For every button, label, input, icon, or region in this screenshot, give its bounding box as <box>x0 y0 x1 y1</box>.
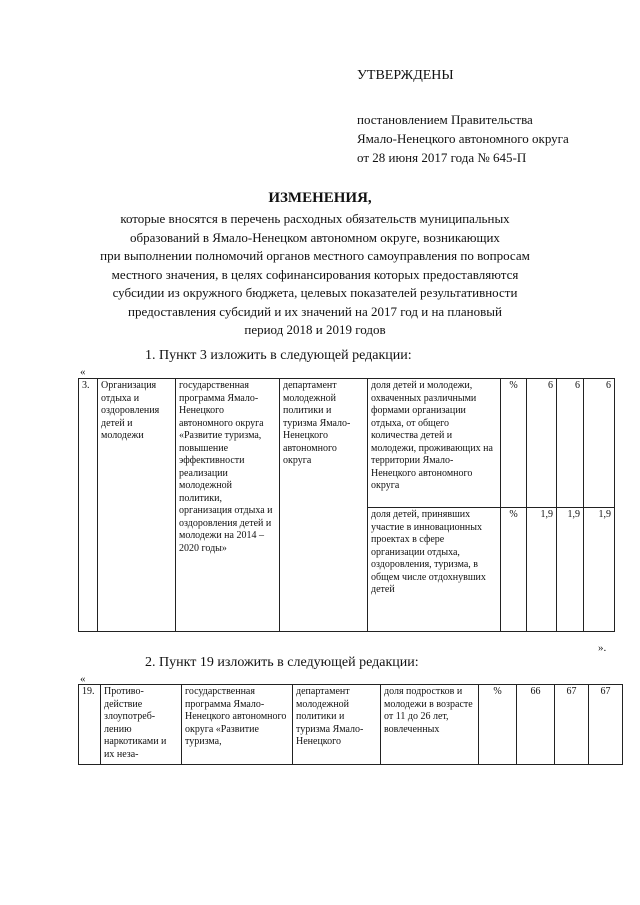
decree-line: от 28 июня 2017 года № 645-П <box>357 150 527 165</box>
value-2019: 1,9 <box>584 508 615 632</box>
indicator-unit: % <box>479 685 517 765</box>
point2-table <box>78 684 623 765</box>
program-name: государственная программа Ямало-Ненецкого автономного округа «Развитие туризма, повышение эффективности реализации молодежной политики, организация отдыха и оздоровления детей и молодежи на 2014 – 2020 годы» <box>176 379 280 632</box>
subtitle-line: образований в Ямало-Ненецком автономном округе, возникающих <box>130 229 500 245</box>
subtitle-line: предоставления субсидий и их значений на 2017 год и на плановый <box>128 303 502 319</box>
point1-heading: 1. Пункт 3 изложить в следующей редакции: <box>145 348 412 363</box>
indicator-text: доля детей, принявших участие в инновационных проектах в сфере организации отдыха, оздоровления, туризма, в общем числе отдохнувших детей <box>368 508 501 632</box>
document-title: ИЗМЕНЕНИЯ, <box>268 190 372 206</box>
subtitle-line: местного значения, в целях софинансирования которых предоставляются <box>111 266 519 282</box>
value-2019: 6 <box>584 379 615 508</box>
indicator-unit: % <box>501 508 527 632</box>
point2-heading: 2. Пункт 19 изложить в следующей редакции: <box>145 655 419 670</box>
point1-table <box>78 378 615 632</box>
approval-stamp: УТВЕРЖДЕНЫ <box>357 68 454 83</box>
value-2017: 6 <box>527 379 557 508</box>
open-quote: « <box>80 366 86 378</box>
value-2018: 67 <box>555 685 589 765</box>
value-2018: 1,9 <box>557 508 584 632</box>
subtitle-line: субсидии из окружного бюджета, целевых показателей результативности <box>112 285 518 300</box>
decree-line: постановлением Правительства <box>357 112 533 127</box>
document-subtitle <box>80 210 550 340</box>
open-quote: « <box>80 673 86 685</box>
decree-line: Ямало-Ненецкого автономного округа <box>357 131 569 146</box>
program-name: государственная программа Ямало-Ненецкого автономного округа «Развитие туризма, <box>182 685 293 765</box>
subtitle-line: которые вносятся в перечень расходных обязательств муниципальных <box>120 211 510 226</box>
indicator-unit: % <box>501 379 527 508</box>
indicator-text: доля подростков и молодежи в возрасте от 11 до 26 лет, вовлеченных <box>381 685 479 765</box>
row-number: 19. <box>79 685 101 765</box>
row-number: 3. <box>79 379 98 632</box>
decree-reference <box>357 110 569 167</box>
department-name: департамент молодежной политики и туризма Ямало-Ненецкого <box>293 685 381 765</box>
subtitle-line: при выполнении полномочий органов местного самоуправления по вопросам <box>100 248 530 263</box>
value-2019: 67 <box>589 685 623 765</box>
subtitle-line: период 2018 и 2019 годов <box>244 322 386 337</box>
obligation-name: Противо-действие злоупотреб-лению наркотиками и их неза- <box>101 685 182 765</box>
value-2017: 1,9 <box>527 508 557 632</box>
value-2017: 66 <box>517 685 555 765</box>
value-2018: 6 <box>557 379 584 508</box>
indicator-text: доля детей и молодежи, охваченных различными формами организации отдыха, от общего количества детей и молодежи, проживающих на территории Ямало-Ненецкого автономного округа <box>368 379 501 508</box>
table-row <box>79 379 615 508</box>
table-row <box>79 685 623 765</box>
obligation-name: Организация отдыха и оздоровления детей и молодежи <box>98 379 176 632</box>
close-quote: ». <box>598 642 607 654</box>
department-name: департамент молодежной политики и туризма Ямало-Ненецкого автономного округа <box>280 379 368 632</box>
